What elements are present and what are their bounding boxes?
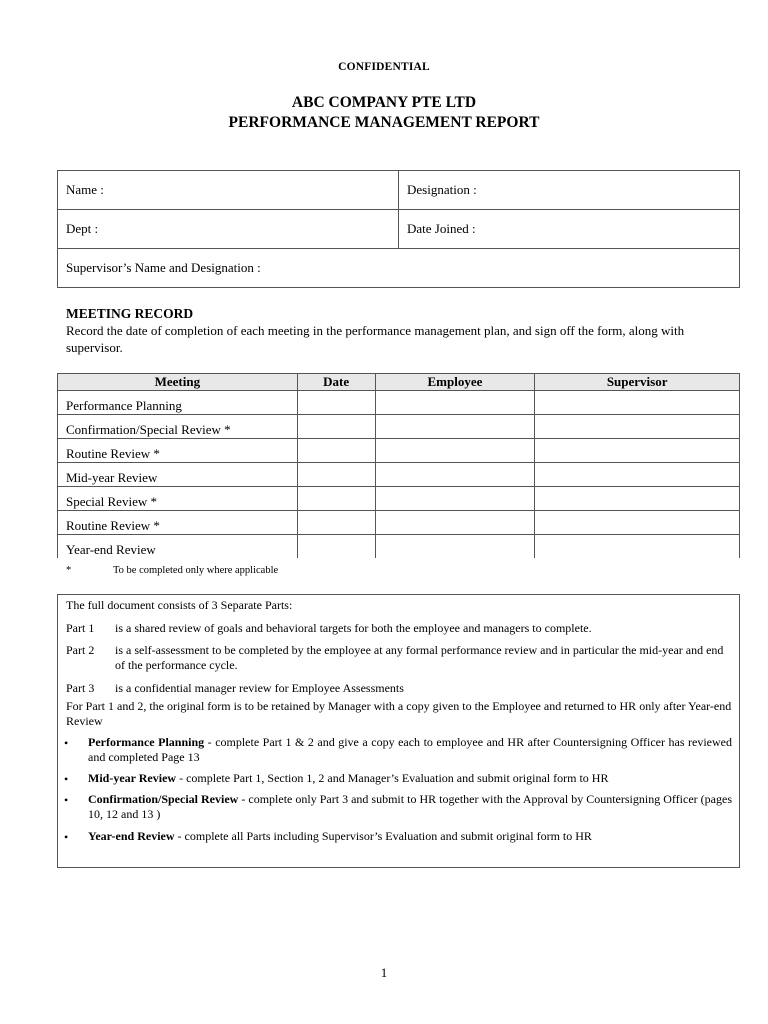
bullet-item bbox=[88, 829, 732, 844]
meeting-name: Year-end Review bbox=[58, 535, 298, 559]
bullet: • bbox=[64, 793, 69, 807]
meeting-name: Routine Review * bbox=[58, 439, 298, 463]
retention-note: For Part 1 and 2, the original form is to be retained by Manager with a copy given to the Employee and returned to HR only after Year-end Review bbox=[66, 699, 732, 728]
bullet: • bbox=[64, 736, 69, 750]
supervisor-field[interactable]: Supervisor’s Name and Designation : bbox=[58, 249, 740, 288]
bullet: • bbox=[64, 772, 69, 786]
meeting-table bbox=[57, 373, 740, 558]
employee-cell[interactable] bbox=[375, 463, 535, 487]
table-row bbox=[58, 487, 740, 511]
supervisor-cell[interactable] bbox=[535, 439, 740, 463]
date-cell[interactable] bbox=[297, 391, 375, 415]
supervisor-cell[interactable] bbox=[535, 535, 740, 559]
company-name: ABC COMPANY PTE LTD bbox=[291, 94, 477, 111]
col-meeting: Meeting bbox=[58, 374, 298, 391]
dept-field[interactable]: Dept : bbox=[58, 210, 399, 249]
designation-field[interactable]: Designation : bbox=[399, 171, 740, 210]
part-text: is a self-assessment to be completed by the employee at any formal performance review and in particular the mid-year and end of the performance cycle. bbox=[115, 643, 724, 672]
instructions-box bbox=[57, 594, 740, 868]
supervisor-cell[interactable] bbox=[535, 415, 740, 439]
employee-info-table bbox=[57, 170, 740, 288]
part-text: is a shared review of goals and behavioral targets for both the employee and managers to complete. bbox=[115, 621, 592, 635]
table-row bbox=[58, 391, 740, 415]
name-field[interactable]: Name : bbox=[58, 171, 399, 210]
table-row bbox=[58, 415, 740, 439]
table-row bbox=[58, 463, 740, 487]
meeting-record-heading: MEETING RECORD bbox=[66, 306, 194, 321]
table-row bbox=[58, 511, 740, 535]
meeting-record-description: Record the date of completion of each meeting in the performance management plan, and sign off the form, along with supervisor. bbox=[66, 323, 685, 355]
date-cell[interactable] bbox=[297, 463, 375, 487]
bullet-bold: Confirmation/Special Review bbox=[88, 792, 239, 806]
date-cell[interactable] bbox=[297, 487, 375, 511]
part-label: Part 3 bbox=[66, 681, 95, 695]
supervisor-cell[interactable] bbox=[535, 487, 740, 511]
date-cell[interactable] bbox=[297, 535, 375, 559]
supervisor-cell[interactable] bbox=[535, 511, 740, 535]
footnote bbox=[66, 565, 278, 576]
meeting-table-header bbox=[58, 374, 740, 391]
bullet-item bbox=[88, 792, 732, 822]
report-title-block bbox=[0, 93, 768, 133]
bullet-text: - complete all Parts including Supervisor’s Evaluation and submit original form to HR bbox=[174, 829, 592, 843]
employee-cell[interactable] bbox=[375, 391, 535, 415]
meeting-name: Mid-year Review bbox=[58, 463, 298, 487]
bullet-bold: Year-end Review bbox=[88, 829, 175, 843]
footnote-star: * bbox=[66, 565, 72, 576]
date-cell[interactable] bbox=[297, 511, 375, 535]
part-label: Part 2 bbox=[66, 643, 95, 657]
bullet-item bbox=[88, 771, 732, 786]
date-cell[interactable] bbox=[297, 415, 375, 439]
col-date: Date bbox=[297, 374, 375, 391]
meeting-name: Performance Planning bbox=[58, 391, 298, 415]
bullet-text: - complete Part 1 & 2 and give a copy each to employee and HR after Countersigning Officer has reviewed and completed Page 13 bbox=[88, 735, 733, 764]
table-row bbox=[58, 535, 740, 559]
confidential-label: CONFIDENTIAL bbox=[338, 61, 430, 73]
date-joined-field[interactable]: Date Joined : bbox=[399, 210, 740, 249]
footnote-text: To be completed only where applicable bbox=[113, 565, 279, 576]
bullet-bold: Performance Planning bbox=[88, 735, 205, 749]
employee-cell[interactable] bbox=[375, 535, 535, 559]
page-number: 1 bbox=[380, 965, 388, 980]
employee-cell[interactable] bbox=[375, 487, 535, 511]
supervisor-cell[interactable] bbox=[535, 463, 740, 487]
meeting-name: Special Review * bbox=[58, 487, 298, 511]
notes-intro: The full document consists of 3 Separate Parts: bbox=[66, 598, 293, 612]
col-employee: Employee bbox=[375, 374, 535, 391]
date-cell[interactable] bbox=[297, 439, 375, 463]
meeting-name: Confirmation/Special Review * bbox=[58, 415, 298, 439]
part-label: Part 1 bbox=[66, 621, 95, 635]
employee-cell[interactable] bbox=[375, 511, 535, 535]
report-title: PERFORMANCE MANAGEMENT REPORT bbox=[228, 114, 540, 131]
table-row bbox=[58, 439, 740, 463]
bullet: • bbox=[64, 830, 69, 844]
bullet-item bbox=[88, 735, 732, 765]
bullet-text: - complete only Part 3 and submit to HR together with the Approval by Countersigning Officer (pages 10, 12 and 13 ) bbox=[88, 792, 732, 821]
employee-cell[interactable] bbox=[375, 415, 535, 439]
bullet-text: - complete Part 1, Section 1, 2 and Manager’s Evaluation and submit original form to HR bbox=[176, 771, 609, 785]
meeting-name: Routine Review * bbox=[58, 511, 298, 535]
supervisor-cell[interactable] bbox=[535, 391, 740, 415]
col-supervisor: Supervisor bbox=[535, 374, 740, 391]
part-text: is a confidential manager review for Employee Assessments bbox=[115, 681, 404, 695]
bullet-bold: Mid-year Review bbox=[88, 771, 177, 785]
employee-cell[interactable] bbox=[375, 439, 535, 463]
